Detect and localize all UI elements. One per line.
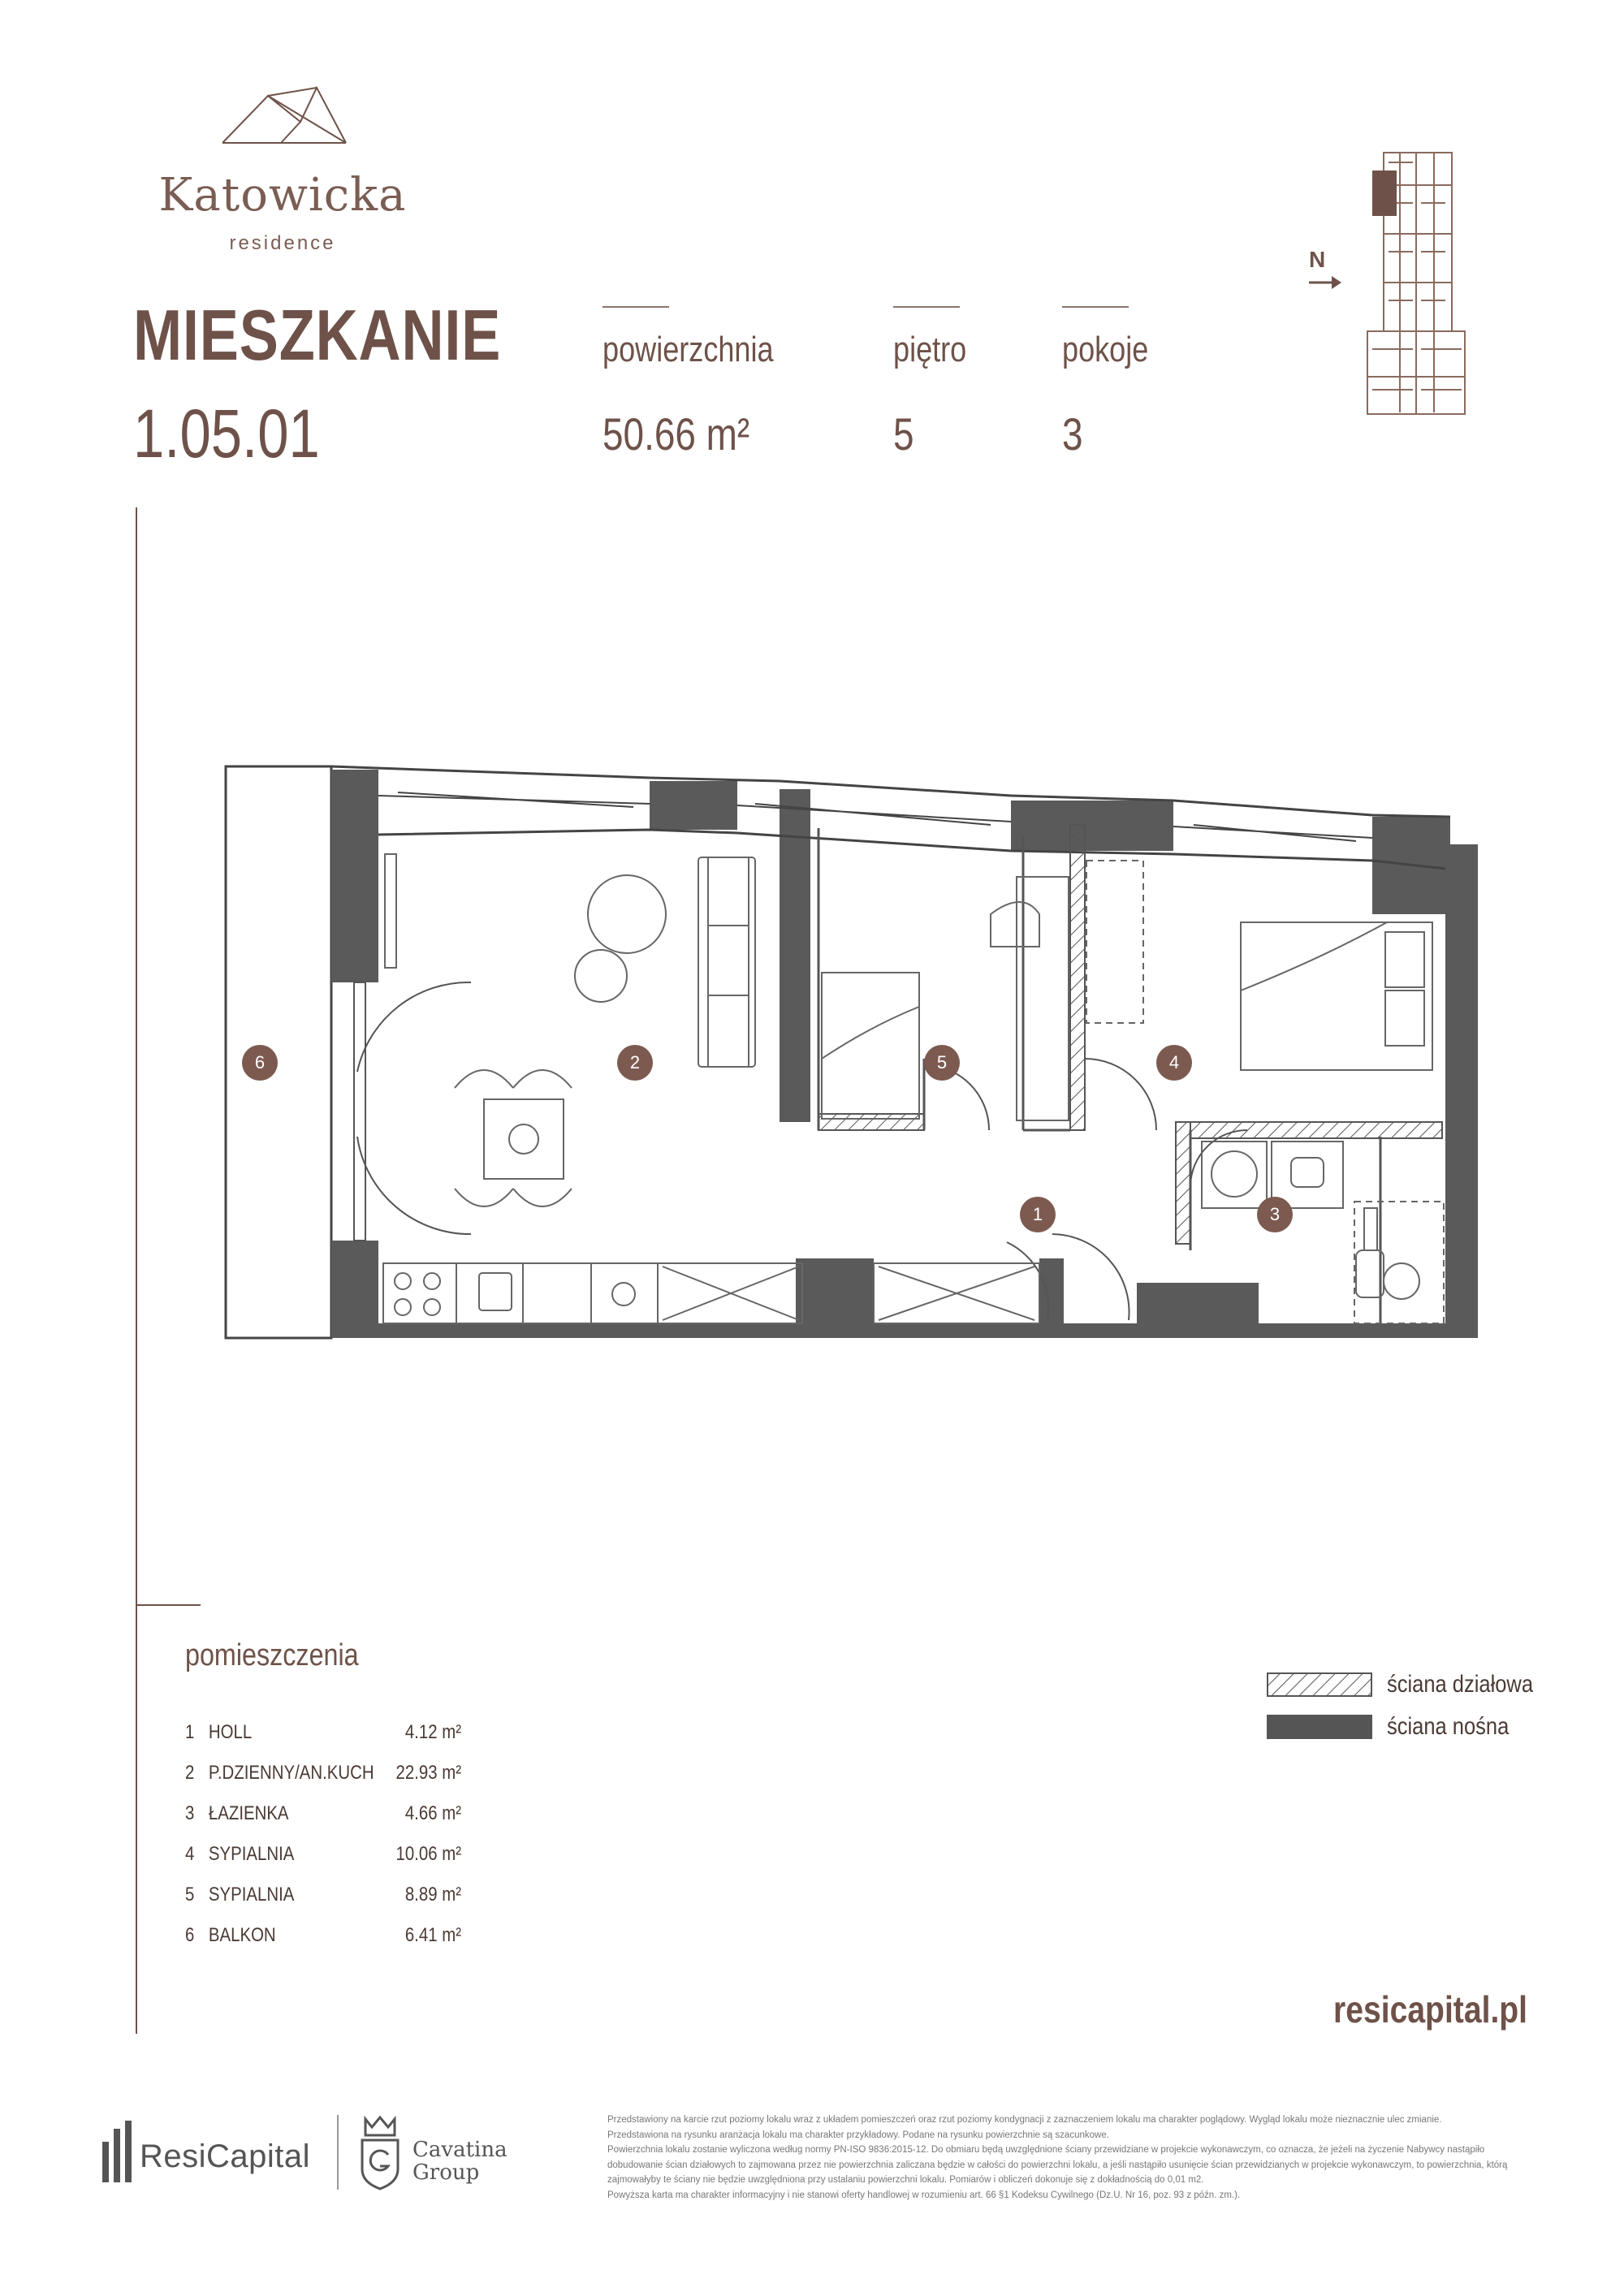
building-key-plan xyxy=(1364,146,1478,438)
cavatina-crest-icon xyxy=(357,2114,403,2192)
logo-separator xyxy=(337,2115,339,2190)
room-row xyxy=(185,1762,461,1794)
disclaimer-paragraph: Powierzchnia lokalu zostanie wyliczona według normy PN-ISO 9836:2015-12. Do obmiaru będą uwzględnione ściany przewidziane w projekcie wykonawczym, co oznacza, że jeżeli na życzenie Nabywcy nastąpiło dobudowanie ścian działowych to zajmowana przez nie powierzchnia zaliczana będzie w całości do powierzchni lokalu, a jeśli nastąpiło usunięcie ścian przewidzianych w projekcie wykonawczym, to powierzchnia, którą zajmowałyby te ściany nie będzie uwzględniona przy ustalaniu powierzchni lokalu. Pomiarów i obliczeń dokonuje się z dokładnością do 0,01 m2. xyxy=(607,2145,1508,2185)
room-number: 5 xyxy=(185,1884,195,1905)
stat-rule xyxy=(893,306,960,308)
room-number: 6 xyxy=(185,1924,195,1946)
plan-marker-2: 2 xyxy=(617,1045,653,1081)
room-name: P.DZIENNY/AN.KUCH xyxy=(208,1762,374,1784)
brand-subtitle: residence xyxy=(229,232,336,254)
room-row xyxy=(185,1802,461,1835)
plan-marker-4: 4 xyxy=(1156,1045,1192,1081)
room-name: SYPIALNIA xyxy=(208,1843,295,1865)
mountain-logo-icon xyxy=(219,81,349,146)
stat-label-rooms: pokoje xyxy=(1062,330,1149,369)
disclaimer-paragraph: Powyższa karta ma charakter informacyjny i nie stanowi oferty handlowej w rozumieniu art. 66 §1 Kodeksu Cywilnego (Dz.U. Nr 16, poz. 93 z późn. zm.). xyxy=(607,2190,1241,2200)
room-area: 4.66 m² xyxy=(404,1802,461,1824)
plan-marker-3: 3 xyxy=(1257,1197,1293,1232)
room-name: HOLL xyxy=(208,1721,253,1743)
room-number: 2 xyxy=(185,1762,195,1784)
room-row xyxy=(185,1884,461,1916)
apartment-number: 1.05.01 xyxy=(133,395,320,472)
room-area: 22.93 m² xyxy=(395,1762,461,1784)
plan-marker-1: 1 xyxy=(1020,1197,1056,1232)
stat-rule xyxy=(1062,306,1129,308)
cavatina-logo-line1: Cavatina xyxy=(412,2138,508,2162)
room-row xyxy=(185,1924,461,1957)
room-area: 10.06 m² xyxy=(395,1843,461,1865)
room-area: 6.41 m² xyxy=(404,1924,461,1946)
stat-label-area: powierzchnia xyxy=(603,330,774,369)
compass-label: N xyxy=(1309,247,1326,272)
room-row xyxy=(185,1843,461,1875)
stat-value-floor: 5 xyxy=(893,408,914,460)
brand-name: Katowicka xyxy=(158,169,407,222)
plan-marker-6: 6 xyxy=(242,1045,278,1081)
room-area: 4.12 m² xyxy=(404,1721,461,1743)
legend-label-load-bearing: ściana nośna xyxy=(1387,1713,1510,1740)
stat-value-rooms: 3 xyxy=(1062,408,1083,460)
room-name: ŁAZIENKA xyxy=(208,1802,289,1824)
north-arrow-icon xyxy=(1307,273,1343,292)
disclaimer-paragraph: Przedstawiona na rysunku aranżacja lokalu ma charakter przykładowy. Podane na rysunku powierzchnie są szacunkowe. xyxy=(607,2130,1109,2140)
plan-marker-5: 5 xyxy=(924,1045,960,1081)
legend-swatch-partition xyxy=(1267,1672,1372,1697)
legend-label-partition: ściana działowa xyxy=(1387,1671,1534,1698)
frame-vertical-line xyxy=(136,507,137,2034)
room-name: BALKON xyxy=(208,1924,276,1946)
frame-horizontal-line xyxy=(136,1604,201,1606)
rooms-title: pomieszczenia xyxy=(185,1638,359,1672)
stat-value-area: 50.66 m² xyxy=(603,408,750,460)
room-number: 4 xyxy=(185,1843,195,1865)
apartment-label: MIESZKANIE xyxy=(133,295,502,375)
room-number: 3 xyxy=(185,1802,195,1824)
resicapital-logo-text: ResiCapital xyxy=(140,2138,311,2174)
stat-rule xyxy=(603,306,669,308)
floor-plan xyxy=(211,747,1478,1364)
room-area: 8.89 m² xyxy=(404,1884,461,1905)
room-row xyxy=(185,1721,461,1754)
legend-swatch-load-bearing xyxy=(1267,1715,1372,1739)
cavatina-logo-text xyxy=(412,2138,508,2184)
room-number: 1 xyxy=(185,1721,195,1743)
stat-label-floor: piętro xyxy=(893,330,967,369)
disclaimer xyxy=(607,2113,1533,2203)
disclaimer-paragraph: Przedstawiony na karcie rzut poziomy lokalu wraz z układem pomieszczeń oraz rzut poziomy kondygnacji z zaznaczeniem lokalu ma charakter poglądowy. Wygląd lokalu może nieznacznie ulec zmianie. xyxy=(607,2115,1442,2125)
cavatina-logo-line2: Group xyxy=(412,2160,480,2185)
balcony-outline xyxy=(226,766,331,1338)
room-name: SYPIALNIA xyxy=(208,1884,295,1905)
resicapital-logo-icon xyxy=(101,2119,136,2184)
website-link[interactable]: resicapital.pl xyxy=(1333,1988,1528,2031)
